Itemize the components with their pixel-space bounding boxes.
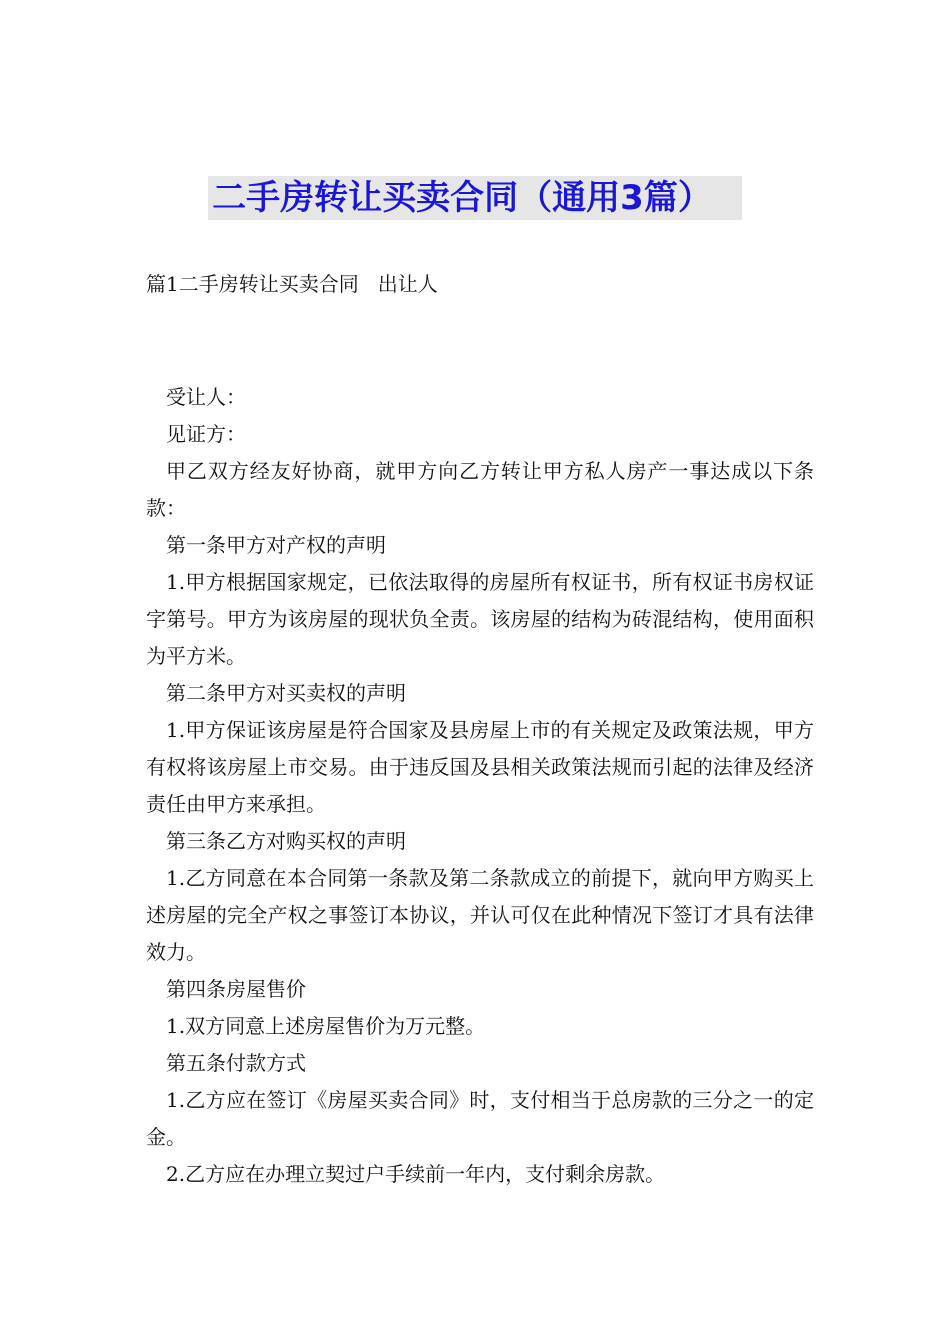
- paragraph: 1.乙方应在签订《房屋买卖合同》时，支付相当于总房款的三分之一的定金。: [146, 1088, 814, 1149]
- paragraph: 1.双方同意上述房屋售价为万元整。: [166, 1014, 486, 1038]
- paragraph: 受让人：: [166, 385, 246, 409]
- paragraph: 第一条甲方对产权的声明: [166, 533, 386, 557]
- section-heading: 篇1二手房转让买卖合同 出让人: [146, 272, 438, 296]
- document-body: [146, 379, 814, 1193]
- paragraph: 第三条乙方对购买权的声明: [166, 829, 406, 853]
- paragraph: 1.乙方同意在本合同第一条款及第二条款成立的前提下，就向甲方购买上述房屋的完全产权之事签订本协议，并认可仅在此种情况下签订才具有法律效力。: [146, 866, 814, 964]
- paragraph: 甲乙双方经友好协商，就甲方向乙方转让甲方私人房产一事达成以下条款：: [146, 459, 814, 520]
- paragraph: 1.甲方保证该房屋是符合国家及县房屋上市的有关规定及政策法规，甲方有权将该房屋上市交易。由于违反国及县相关政策法规而引起的法律及经济责任由甲方来承担。: [146, 718, 814, 816]
- paragraph: 1.甲方根据国家规定，已依法取得的房屋所有权证书，所有权证书房权证字第号。甲方为该房屋的现状负全责。该房屋的结构为砖混结构，使用面积为平方米。: [146, 570, 814, 668]
- paragraph: 2.乙方应在办理立契过户手续前一年内，支付剩余房款。: [166, 1162, 666, 1186]
- paragraph: 第五条付款方式: [166, 1051, 306, 1075]
- document-title: 二手房转让买卖合同（通用3篇）: [208, 176, 742, 220]
- title-container: [0, 176, 950, 220]
- paragraph: 见证方：: [166, 422, 246, 446]
- paragraph: 第二条甲方对买卖权的声明: [166, 681, 406, 705]
- paragraph: 第四条房屋售价: [166, 977, 306, 1001]
